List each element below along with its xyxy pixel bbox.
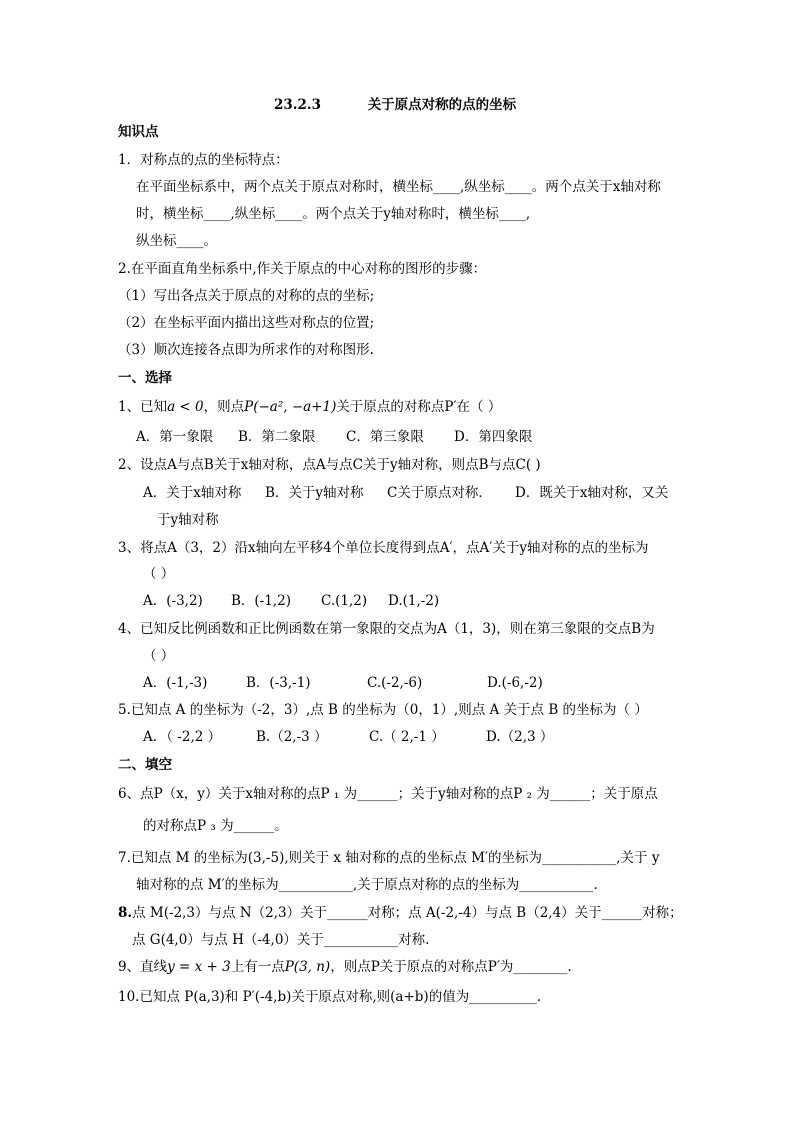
- q1-math-2: P(−a², −a+1): [244, 399, 337, 415]
- q1-option-b: B．第二象限: [238, 429, 316, 445]
- q1-post: 关于原点的对称点P′在（ ）: [336, 399, 502, 415]
- q3-options: [143, 592, 439, 610]
- q2-options: [143, 484, 668, 502]
- knowledge-step-1: （1）写出各点关于原点的对称的点的坐标;: [118, 288, 375, 304]
- page-title: [274, 96, 516, 114]
- q4-answer-paren: （ ）: [143, 648, 175, 664]
- q3-option-b: B．(-1,2): [231, 593, 291, 609]
- q1-option-c: C．第三象限: [346, 429, 424, 445]
- knowledge-line-4: 纵坐标____。: [136, 233, 217, 249]
- question-4: 4、已知反比例函数和正比例函数在第一象限的交点为A（1，3)，则在第三象限的交点B为: [118, 621, 655, 637]
- q1-mid: ，则点: [203, 399, 245, 415]
- q5-option-a: A．（ -2,2 ）: [143, 729, 222, 745]
- question-2: 2、设点A与点B关于x轴对称，点A与点C关于y轴对称，则点B与点C( ): [118, 457, 541, 473]
- q2-option-a: A．关于x轴对称: [143, 485, 242, 501]
- q2-option-c: C关于原点对称．: [387, 485, 492, 501]
- q1-math-1: a < 0: [167, 399, 204, 415]
- q1-options: [136, 428, 532, 446]
- q3-option-d: D.(1,-2): [388, 593, 440, 609]
- q1-option-a: A．第一象限: [136, 429, 214, 445]
- q4-option-a: A．(-1,-3): [143, 675, 208, 691]
- q3-option-a: A．(-3,2): [143, 593, 203, 609]
- question-7-continued: 轴对称的点 M′的坐标为___________,关于原点对称的点的坐标为___________.: [136, 877, 598, 893]
- question-7: 7.已知点 M 的坐标为(3,-5),则关于 x 轴对称的点的坐标点 M′的坐标为___________,关于 y: [118, 850, 660, 866]
- q4-option-d: D.(-6,-2): [487, 675, 543, 691]
- title-text: 关于原点对称的点的坐标: [367, 97, 517, 113]
- q2-option-d: D．既关于x轴对称，又关: [515, 485, 669, 501]
- q2-option-d-continued: 于y轴对称: [157, 512, 219, 528]
- question-6: 6、点P（x，y）关于x轴对称的点P ₁ 为______；关于y轴对称的点P ₂ 为______；关于原点: [118, 786, 658, 802]
- q3-option-c: C.(1,2): [321, 593, 368, 609]
- knowledge-heading: 知识点: [118, 124, 159, 140]
- q3-answer-paren: （ ）: [143, 566, 175, 582]
- knowledge-step-2: （2）在坐标平面内描出这些对称点的位置;: [118, 315, 375, 331]
- q8-number: 8.: [118, 905, 133, 921]
- q4-options: [143, 674, 543, 692]
- section-choice-heading: 一、选择: [118, 370, 172, 386]
- q9-pre: 9、直线: [118, 959, 168, 975]
- knowledge-step-3: （3）顺次连接各点即为所求作的对称图形.: [118, 342, 374, 358]
- q5-option-b: B.（2,-3 ）: [256, 729, 328, 745]
- question-5: 5.已知点 A 的坐标为（-2，3）,点 B 的坐标为（0，1）,则点 A 关于点 B 的坐标为（ ）: [118, 702, 648, 718]
- question-10: 10.已知点 P(a,3)和 P′(-4,b)关于原点对称,则(a+b)的值为__________.: [118, 989, 541, 1005]
- title-number: 23.2.3: [274, 97, 321, 113]
- q9-post: ，则点P关于原点的对称点P′为________.: [330, 959, 572, 975]
- q9-math-2: P(3, n): [284, 959, 331, 975]
- q9-math-1: y = x + 3: [167, 959, 231, 975]
- question-1: [118, 398, 501, 416]
- q1-option-d: D．第四象限: [454, 429, 533, 445]
- q2-option-b: B．关于y轴对称: [265, 485, 364, 501]
- knowledge-line-1: 1．对称点的点的坐标特点：: [118, 152, 289, 168]
- q4-option-b: B．(-3,-1): [246, 675, 311, 691]
- q8-text: 点 M(-2,3）与点 N（2,3）关于______对称；点 A(-2,-4）与点 B（2,4）关于______对称；: [132, 905, 683, 921]
- knowledge-line-3: 时，横坐标____,纵坐标____。两个点关于y轴对称时，横坐标____,: [136, 206, 531, 222]
- q5-option-c: C.（ 2,-1 ）: [369, 729, 445, 745]
- question-3: 3、将点A（3，2）沿x轴向左平移4个单位长度得到点A′，点A′关于y轴对称的点的坐标为: [118, 540, 649, 556]
- question-8: [118, 904, 683, 922]
- q5-option-d: D.（2,3 ）: [486, 729, 554, 745]
- knowledge-line-2: 在平面坐标系中，两个点关于原点对称时，横坐标____,纵坐标____。两个点关于x轴对称: [136, 179, 661, 195]
- q4-option-c: C.(-2,-6): [367, 675, 423, 691]
- question-8-continued: 点 G(4,0）与点 H（-4,0）关于___________对称.: [132, 932, 430, 948]
- knowledge-line-5: 2.在平面直角坐标系中,作关于原点的中心对称的图形的步骤：: [118, 261, 487, 277]
- section-fill-heading: 二、填空: [118, 757, 172, 773]
- q9-mid: 上有一点: [230, 959, 285, 975]
- q1-pre: 1、已知: [118, 399, 168, 415]
- question-9: [118, 958, 572, 976]
- q5-options: [143, 728, 553, 746]
- question-6-continued: 的对称点P ₃ 为______。: [143, 818, 288, 834]
